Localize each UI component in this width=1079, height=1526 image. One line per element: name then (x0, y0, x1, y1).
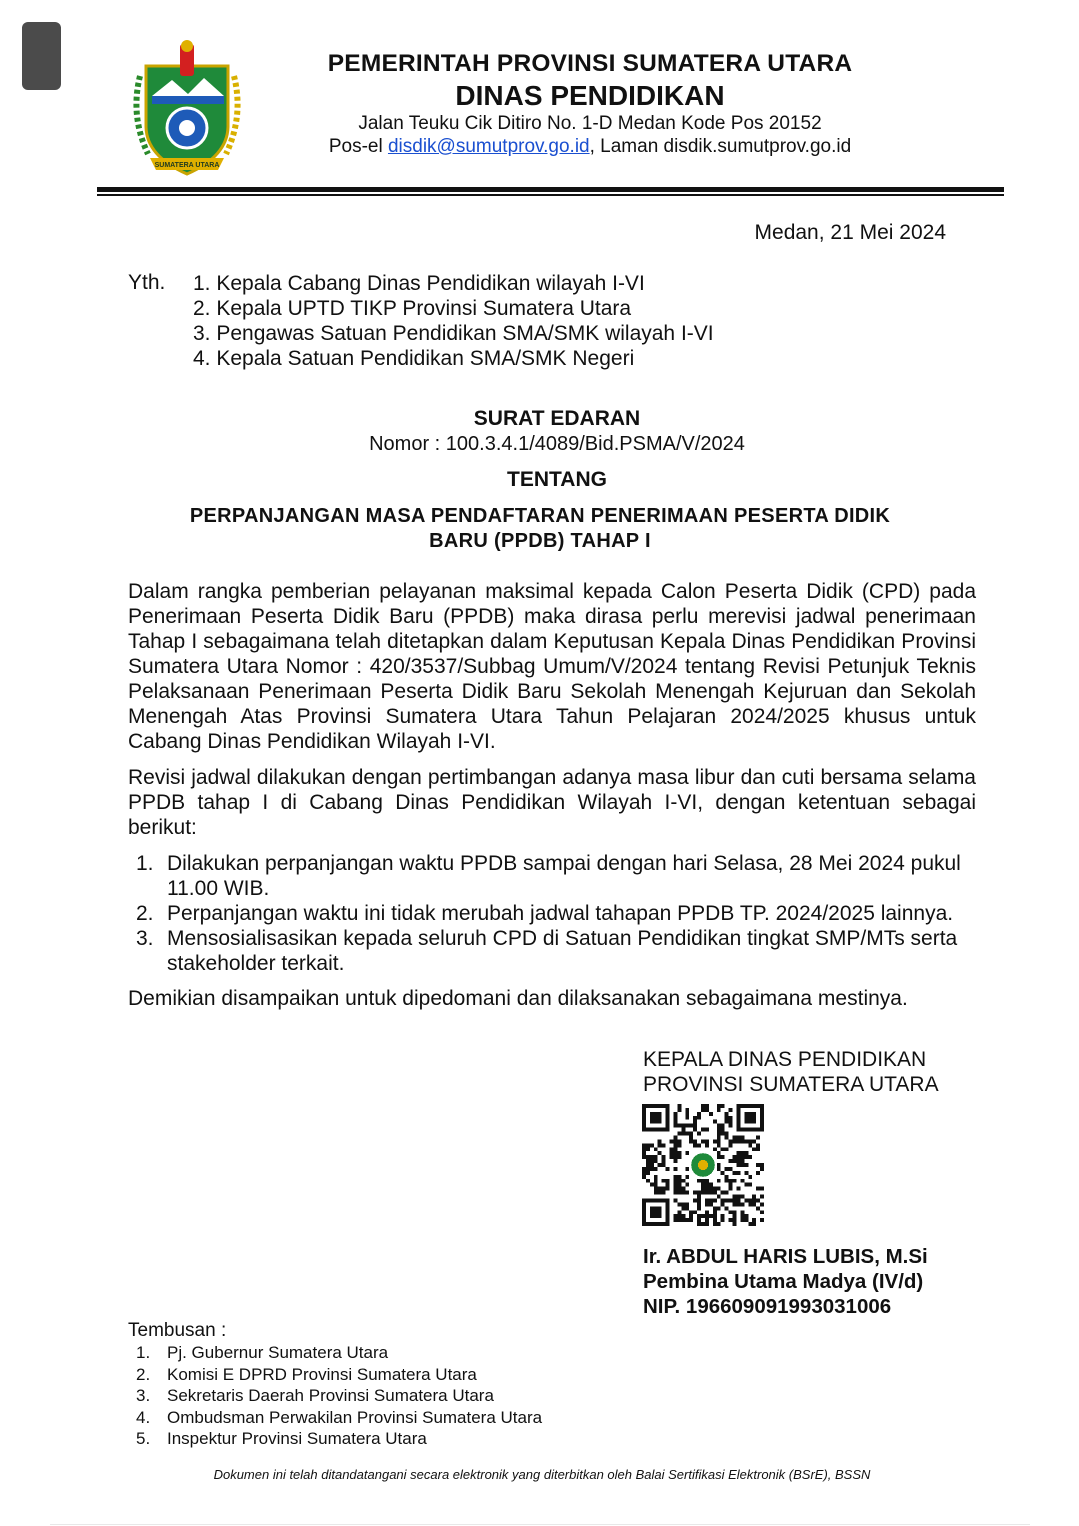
cc-text: Ombudsman Perwakilan Provinsi Sumatera Utara (167, 1407, 543, 1427)
cc-text: Sekretaris Daerah Provinsi Sumatera Utara (167, 1386, 494, 1405)
cc-label: Tembusan : (128, 1320, 227, 1341)
email-link[interactable]: disdik@sumutprov.go.id (387, 136, 590, 157)
cc-number: 2. (136, 1364, 151, 1384)
cc-item (128, 1385, 728, 1407)
phone-notch-handle (22, 22, 61, 90)
addressee-item: 3. Pengawas Satuan Pendidikan SMA/SMK wilayah I-VI (193, 322, 714, 345)
cc-list (128, 1342, 728, 1450)
signatory-identity (643, 1244, 928, 1319)
provision-list (128, 851, 990, 976)
cc-number: 3. (136, 1386, 151, 1405)
letterhead-address: Jalan Teuku Cik Ditiro No. 1-D Medan Kode Pos 20152 (358, 113, 822, 134)
signatory-nip: NIP. 196609091993031006 (643, 1295, 892, 1318)
signatory-title: KEPALA DINAS PENDIDIKAN (643, 1048, 927, 1071)
addressee-list (193, 271, 714, 371)
cc-text: Inspektur Provinsi Sumatera Utara (167, 1429, 427, 1448)
electronic-signature-notice: Dokumen ini telah ditandatangani secara elektronik yang diterbitkan oleh Balai Sertifikasi Elektronik (BSrE), BSSN (213, 1467, 871, 1482)
list-item (128, 901, 990, 926)
signatory-position (643, 1047, 939, 1097)
list-number: 2. (136, 902, 154, 925)
cc-number: 5. (136, 1429, 151, 1448)
letterhead-contact (250, 136, 930, 158)
letterhead-agency: DINAS PENDIDIKAN (455, 80, 725, 111)
list-text: Dilakukan perpanjangan waktu PPDB sampai dengan hari Selasa, 28 Mei 2024 pukul 11.00 WIB. (167, 852, 961, 900)
email-prefix: Pos-el (328, 136, 388, 157)
subject-line: PERPANJANGAN MASA PENDAFTARAN PENERIMAAN PESERTA DIDIK (189, 505, 891, 527)
cc-number: 1. (136, 1343, 151, 1362)
signatory-rank: Pembina Utama Madya (IV/d) (643, 1270, 924, 1293)
body-paragraph: Revisi jadwal dilakukan dengan pertimbangan adanya masa libur dan cuti bersama selama PPDB tahap I di Cabang Dinas Pendidikan Wilayah I-VI, dengan ketentuan sebagai berikut: (128, 766, 976, 839)
list-item (128, 926, 990, 976)
letterhead-rule-thin (97, 194, 1004, 196)
list-item (128, 851, 990, 901)
closing-sentence: Demikian disampaikan untuk dipedomani dan dilaksanakan sebagaimana mestinya. (128, 987, 908, 1010)
page-bottom-divider (50, 1524, 1030, 1525)
svg-text:SUMATERA UTARA: SUMATERA UTARA (154, 162, 220, 169)
cc-number: 4. (136, 1407, 151, 1427)
cc-text: Pj. Gubernur Sumatera Utara (167, 1343, 389, 1362)
subject-title (140, 504, 940, 554)
signatory-title: PROVINSI SUMATERA UTARA (643, 1073, 939, 1096)
about-label: TENTANG (507, 468, 607, 491)
cc-item (128, 1342, 728, 1364)
letterhead-rule-thick (97, 187, 1004, 192)
addressee-label: Yth. (128, 271, 166, 294)
website-text: , Laman disdik.sumutprov.go.id (589, 136, 852, 157)
body-paragraph: Dalam rangka pemberian pelayanan maksimal kepada Calon Peserta Didik (CPD) pada Penerimaan Peserta Didik Baru (PPDB) maka dirasa perlu merevisi jadwal penerimaan Tahap I sebagaimana telah ditetapkan dalam Keputusan Kepala Dinas Pendidikan Provinsi Sumatera Utara Nomor : 420/3537/Subbag Umum/V/2024 tentang Revisi Petunjuk Teknis Pelaksanaan Penerimaan Peserta Didik Baru Sekolah Menengah Kejuruan dan Sekolah Menengah Atas Provinsi Sumatera Utara Tahun Pelajaran 2024/2025 khusus untuk Cabang Dinas Pendidikan Wilayah I-VI. (128, 580, 976, 753)
letter-date: Medan, 21 Mei 2024 (754, 221, 946, 244)
cc-item (128, 1407, 728, 1429)
cc-item (128, 1364, 728, 1386)
document-number: Nomor : 100.3.4.1/4089/Bid.PSMA/V/2024 (369, 433, 745, 455)
list-number: 3. (136, 927, 154, 950)
list-text: Mensosialisasikan kepada seluruh CPD di Satuan Pendidikan tingkat SMP/MTs serta stakeholder terkait. (167, 927, 958, 975)
province-emblem-logo (128, 36, 246, 184)
addressee-item: 4. Kepala Satuan Pendidikan SMA/SMK Negeri (193, 347, 635, 370)
addressee-item: 1. Kepala Cabang Dinas Pendidikan wilayah I-VI (193, 272, 645, 295)
letterhead-government: PEMERINTAH PROVINSI SUMATERA UTARA (327, 50, 853, 77)
cc-item (128, 1428, 728, 1450)
addressee-item: 2. Kepala UPTD TIKP Provinsi Sumatera Utara (193, 297, 632, 320)
qr-code-signature (641, 1104, 765, 1226)
list-number: 1. (136, 852, 154, 875)
document-type-title: SURAT EDARAN (473, 407, 641, 430)
signatory-name: Ir. ABDUL HARIS LUBIS, M.Si (643, 1245, 928, 1268)
list-text: Perpanjangan waktu ini tidak merubah jadwal tahapan PPDB TP. 2024/2025 lainnya. (167, 902, 954, 925)
subject-line: BARU (PPDB) TAHAP I (429, 530, 651, 552)
cc-text: Komisi E DPRD Provinsi Sumatera Utara (167, 1364, 477, 1384)
